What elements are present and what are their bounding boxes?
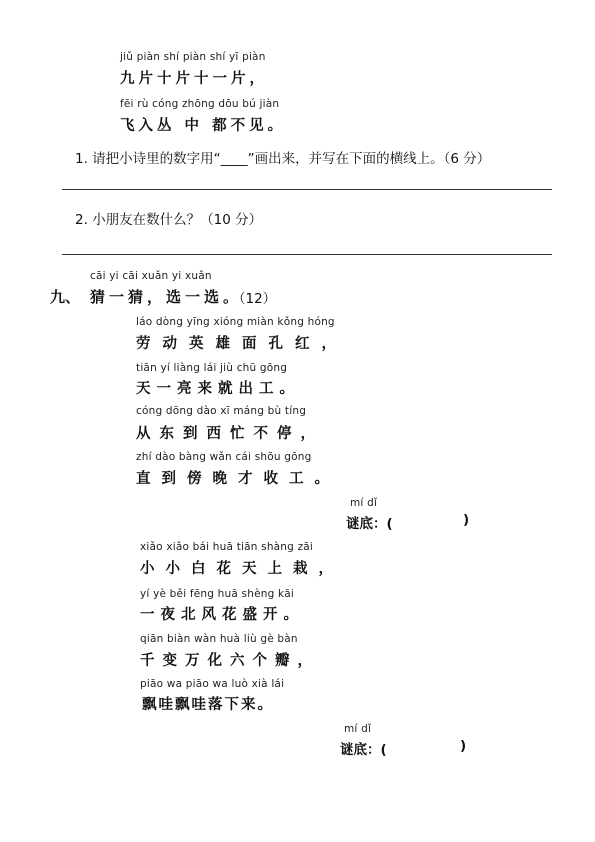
answer-line-2[interactable]	[62, 254, 552, 255]
riddle-2-answer-pinyin: mí dǐ	[344, 723, 372, 735]
riddle-1-answer-label: 谜底：(	[346, 516, 393, 532]
riddle-1-line-1-text: 劳动英雄面孔红，	[136, 336, 348, 352]
riddle-1-line-3-pinyin: cóng dōng dào xī máng bù tíng	[136, 405, 307, 417]
riddle-2-answer-blank[interactable]	[398, 738, 456, 756]
riddle-2-line-1-pinyin: xiǎo xiǎo bái huā tiān shàng zāi	[140, 541, 314, 553]
section-9-pinyin: cāi yi cāi xuǎn yi xuǎn	[90, 270, 212, 282]
section-9-number: 九、	[50, 288, 81, 306]
riddle-1-line-4-text: 直到傍晚才收工。	[136, 471, 340, 487]
riddle-1-line-2-text: 天一亮来就出工。	[136, 381, 300, 397]
riddle-1-line-1-pinyin: láo dòng yīng xióng miàn kǒng hóng	[136, 316, 335, 328]
riddle-1-line-4-pinyin: zhí dào bàng wǎn cái shōu gōng	[136, 451, 312, 463]
question-2-text: 2. 小朋友在数什么？（10 分）	[75, 212, 263, 228]
poem-line-2-text: 飞入丛 中 都不见。	[120, 118, 287, 134]
riddle-2-line-1-text: 小小白花天上栽，	[140, 561, 344, 577]
riddle-1-line-2-pinyin: tiān yí liàng lái jiù chū gōng	[136, 362, 288, 374]
riddle-2-answer-close: )	[460, 738, 467, 754]
poem-line-1-pinyin: jiǔ piàn shí piàn shí yī piàn	[120, 51, 266, 63]
riddle-2-line-2-pinyin: yí yè běi fēng huā shèng kāi	[140, 588, 295, 600]
poem-line-2-pinyin: fēi rù cóng zhōng dōu bú jiàn	[120, 98, 280, 110]
riddle-2-line-3-pinyin: qiān biàn wàn huà liù gè bàn	[140, 633, 298, 645]
riddle-1-line-3-text: 从东到西忙不停，	[136, 426, 324, 442]
riddle-1-answer-blank[interactable]	[401, 512, 459, 530]
poem-line-1-text: 九片十片十一片，	[120, 71, 268, 87]
section-9-title: 猜一猜，选一选。	[90, 288, 243, 306]
riddle-1-answer-pinyin: mí dǐ	[350, 497, 378, 509]
riddle-2-line-3-text: 千变万化六个瓣，	[140, 653, 320, 669]
riddle-2-line-2-text: 一夜北风花盛开。	[140, 607, 304, 623]
riddle-2-line-4-pinyin: piāo wa piāo wa luò xià lái	[140, 678, 285, 690]
question-1-text: 1. 请把小诗里的数字用“____”画出来，并写在下面的横线上。（6 分）	[75, 151, 491, 167]
section-9-score: （12）	[232, 291, 277, 307]
answer-line-1[interactable]	[62, 189, 552, 190]
riddle-2-answer-label: 谜底：(	[340, 742, 387, 758]
riddle-2-line-4-text: 飘哇飘哇落下来。	[142, 697, 274, 713]
riddle-1-answer-close: )	[463, 512, 470, 528]
